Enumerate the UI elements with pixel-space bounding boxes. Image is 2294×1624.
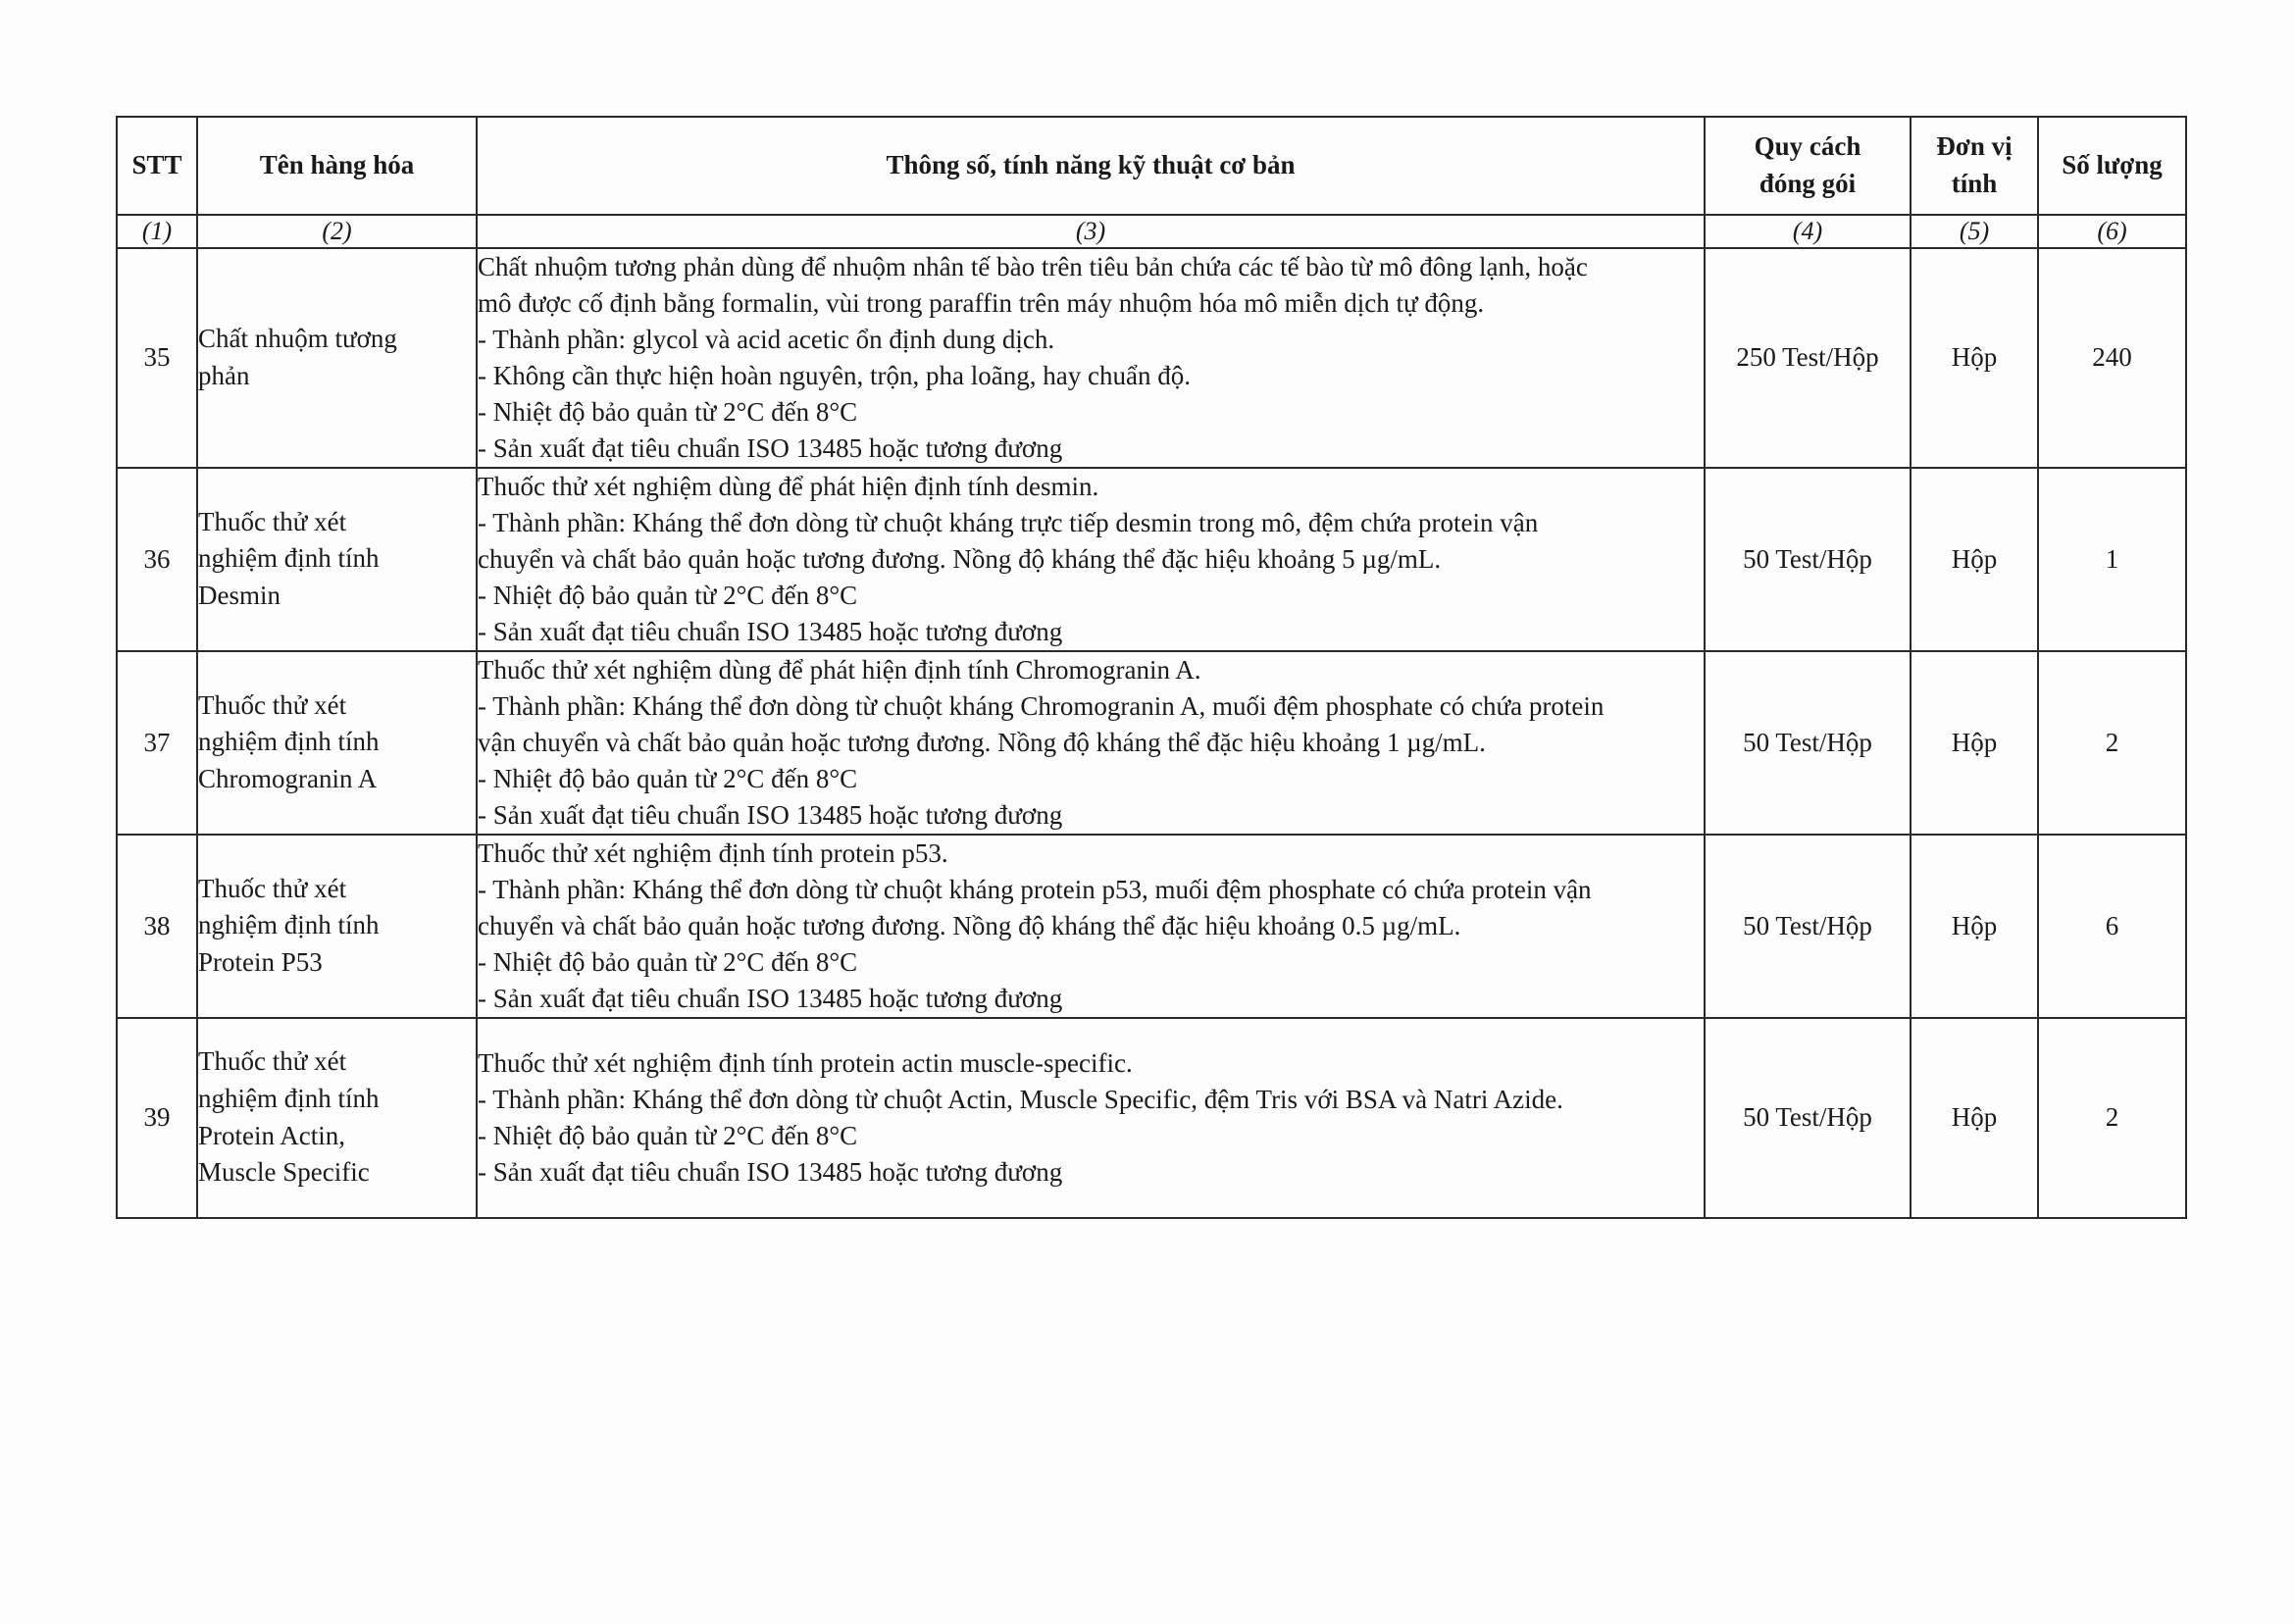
row-name-line: nghiệm định tính [198, 543, 380, 574]
row-name-line: Muscle Specific [198, 1157, 370, 1188]
row-spec-line: - Sản xuất đạt tiêu chuẩn ISO 13485 hoặc tương đương [478, 432, 1063, 463]
row-spec-line: - Thành phần: glycol và acid acetic ổn định dung dịch. [478, 324, 1055, 354]
row-unit: Hộp [1911, 835, 2038, 1018]
row-name-line: Protein P53 [198, 947, 323, 978]
row-spec-line: - Nhiệt độ bảo quản từ 2°C đến 8°C [478, 396, 858, 427]
header-name: Tên hàng hóa [197, 117, 477, 215]
row-name-line: phản [198, 360, 250, 390]
row-spec-line: chuyển và chất bảo quản hoặc tương đương. Nồng độ kháng thể đặc hiệu khoảng 5 µg/mL. [478, 543, 1442, 574]
row-unit: Hộp [1911, 248, 2038, 468]
header-qty: Số lượng [2038, 117, 2186, 215]
specification-table [116, 116, 2187, 1219]
row-name-line: Thuốc thử xét [198, 1046, 347, 1077]
row-spec-line: - Nhiệt độ bảo quản từ 2°C đến 8°C [478, 763, 858, 793]
row-spec-line: Thuốc thử xét nghiệm dùng để phát hiện định tính Chromogranin A. [478, 654, 1201, 685]
row-pack: 50 Test/Hộp [1705, 835, 1911, 1018]
row-name [197, 651, 477, 835]
row-stt: 35 [117, 248, 197, 468]
row-spec-line: - Thành phần: Kháng thể đơn dòng từ chuột kháng trực tiếp desmin trong mô, đệm chứa protein vận [478, 507, 1539, 537]
row-spec-line: - Thành phần: Kháng thể đơn dòng từ chuột Actin, Muscle Specific, đệm Tris với BSA và Natri Azide. [478, 1084, 1563, 1114]
column-number: (3) [477, 215, 1705, 248]
row-name-line: Chất nhuộm tương [198, 324, 397, 354]
header-pack-line-1: Quy cách [1754, 131, 1861, 162]
row-spec-line: - Nhiệt độ bảo quản từ 2°C đến 8°C [478, 946, 858, 977]
row-spec-line: - Sản xuất đạt tiêu chuẩn ISO 13485 hoặc tương đương [478, 799, 1063, 830]
row-spec-line: mô được cố định bằng formalin, vùi trong paraffin trên máy nhuộm hóa mô miễn dịch tự động. [478, 287, 1485, 318]
header-unit-line-1: Đơn vị [1936, 131, 2013, 162]
row-pack: 250 Test/Hộp [1705, 248, 1911, 468]
row-qty: 6 [2038, 835, 2186, 1018]
row-spec [477, 468, 1705, 651]
row-name-line: Desmin [198, 581, 280, 611]
row-spec-line: - Sản xuất đạt tiêu chuẩn ISO 13485 hoặc tương đương [478, 983, 1063, 1013]
row-name-line: nghiệm định tính [198, 1083, 380, 1113]
row-name-line: nghiệm định tính [198, 727, 380, 757]
row-name-line: Chromogranin A [198, 764, 378, 794]
row-spec-line: Chất nhuộm tương phản dùng để nhuộm nhân tế bào trên tiêu bản chứa các tế bào từ mô đông lạnh, hoặc [478, 252, 1588, 281]
row-pack: 50 Test/Hộp [1705, 651, 1911, 835]
table-row [117, 651, 2186, 835]
column-number-row [117, 215, 2186, 248]
row-unit: Hộp [1911, 651, 2038, 835]
column-number: (6) [2038, 215, 2186, 248]
row-spec [477, 651, 1705, 835]
table-row [117, 835, 2186, 1018]
row-spec-line: - Nhiệt độ bảo quản từ 2°C đến 8°C [478, 580, 858, 610]
row-unit: Hộp [1911, 468, 2038, 651]
table-row [117, 468, 2186, 651]
header-unit-line-2: tính [1951, 169, 1998, 198]
header-unit [1911, 117, 2038, 215]
row-spec-line: - Sản xuất đạt tiêu chuẩn ISO 13485 hoặc tương đương [478, 1156, 1063, 1187]
row-spec-line: - Không cần thực hiện hoàn nguyên, trộn, pha loãng, hay chuẩn độ. [478, 360, 1191, 390]
column-number: (1) [117, 215, 197, 248]
row-stt: 39 [117, 1018, 197, 1218]
row-name-line: Protein Actin, [198, 1120, 345, 1150]
header-row [117, 117, 2186, 215]
row-name-line: Thuốc thử xét [198, 873, 347, 903]
row-stt: 37 [117, 651, 197, 835]
row-spec-line: chuyển và chất bảo quản hoặc tương đương. Nồng độ kháng thể đặc hiệu khoảng 0.5 µg/mL. [478, 910, 1461, 940]
row-name [197, 248, 477, 468]
row-spec-line: - Thành phần: Kháng thể đơn dòng từ chuột kháng protein p53, muối đệm phosphate có chứa protein vận [478, 874, 1592, 904]
row-name [197, 835, 477, 1018]
row-name-line: Thuốc thử xét [198, 689, 347, 720]
column-number: (2) [197, 215, 477, 248]
header-spec: Thông số, tính năng kỹ thuật cơ bản [477, 117, 1705, 215]
row-name [197, 468, 477, 651]
column-number: (4) [1705, 215, 1911, 248]
row-qty: 2 [2038, 1018, 2186, 1218]
row-spec [477, 1018, 1705, 1218]
row-spec-line: Thuốc thử xét nghiệm định tính protein actin muscle-specific. [478, 1047, 1133, 1078]
row-qty: 1 [2038, 468, 2186, 651]
row-stt: 38 [117, 835, 197, 1018]
row-stt: 36 [117, 468, 197, 651]
row-unit: Hộp [1911, 1018, 2038, 1218]
row-spec [477, 835, 1705, 1018]
header-pack [1705, 117, 1911, 215]
row-spec-line: - Thành phần: Kháng thể đơn dòng từ chuột kháng Chromogranin A, muối đệm phosphate có chứa protein [478, 690, 1605, 721]
header-pack-line-2: đóng gói [1759, 169, 1857, 198]
row-spec-line: vận chuyển và chất bảo quản hoặc tương đương. Nồng độ kháng thể đặc hiệu khoảng 1 µg/mL. [478, 727, 1486, 757]
column-number: (5) [1911, 215, 2038, 248]
row-qty: 240 [2038, 248, 2186, 468]
row-spec-line: - Sản xuất đạt tiêu chuẩn ISO 13485 hoặc tương đương [478, 616, 1063, 646]
header-stt: STT [117, 117, 197, 215]
row-name [197, 1018, 477, 1218]
table-row [117, 248, 2186, 468]
row-qty: 2 [2038, 651, 2186, 835]
row-spec-line: Thuốc thử xét nghiệm dùng để phát hiện định tính desmin. [478, 471, 1099, 501]
table-row [117, 1018, 2186, 1218]
row-name-line: Thuốc thử xét [198, 506, 347, 536]
row-pack: 50 Test/Hộp [1705, 468, 1911, 651]
row-spec-line: - Nhiệt độ bảo quản từ 2°C đến 8°C [478, 1120, 858, 1150]
row-name-line: nghiệm định tính [198, 910, 380, 940]
row-spec [477, 248, 1705, 468]
row-pack: 50 Test/Hộp [1705, 1018, 1911, 1218]
row-spec-line: Thuốc thử xét nghiệm định tính protein p53. [478, 837, 948, 868]
